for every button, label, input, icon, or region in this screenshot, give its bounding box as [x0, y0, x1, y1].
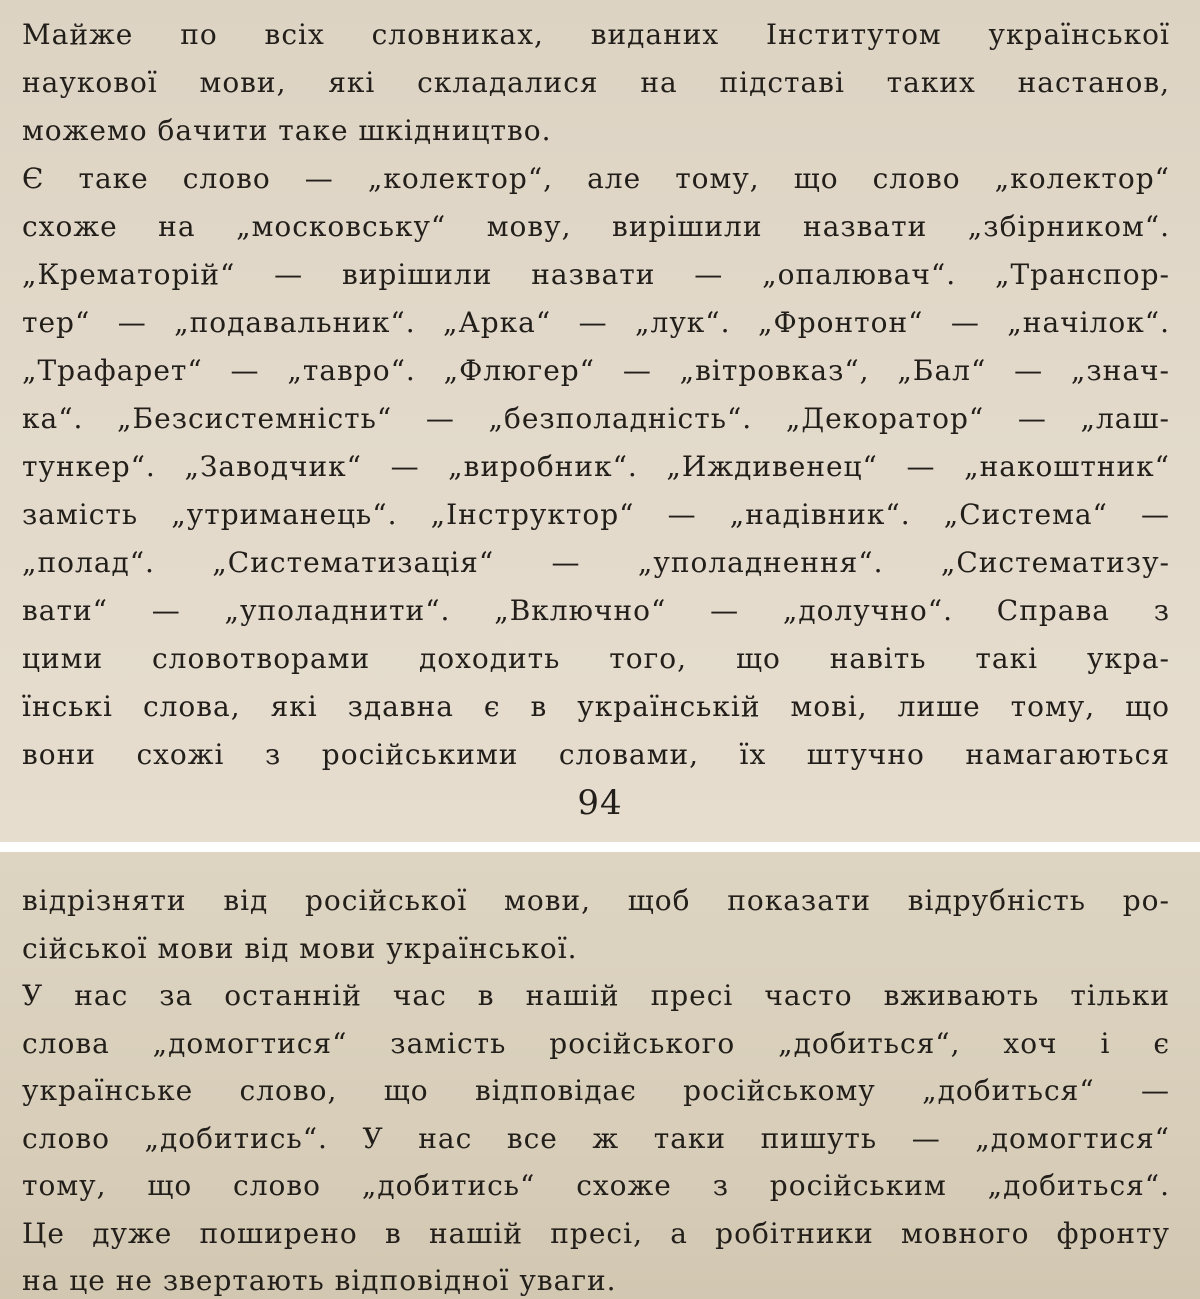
text-line: Це дуже поширено в нашій пресі, а робітники мовного фронту — [22, 1216, 1170, 1250]
text-line: „Трафарет“ — „тавро“. „Флюгер“ — „вітровказ“, „Бал“ — „знач- — [22, 354, 1170, 387]
text-line: ка“. „Безсистемність“ — „безполадність“. „Декоратор“ — „лаш- — [22, 402, 1170, 435]
text-line: тункер“. „Заводчик“ — „виробник“. „Иждивенец“ — „накоштник“ — [22, 450, 1170, 483]
page-number: 94 — [577, 783, 623, 823]
text-line: їнські слова, які здавна є в українській мові, лише тому, що — [22, 690, 1170, 723]
text-line: Майже по всіх словниках, виданих Інститутом української — [22, 18, 1170, 51]
text-line: відрізняти від російської мови, щоб показати відрубність ро- — [22, 884, 1170, 917]
text-line: замість „утриманець“. „Інструктор“ — „надівник“. „Система“ — — [22, 498, 1170, 531]
text-line: Є таке слово — „колектор“, але тому, що слово „колектор“ — [22, 162, 1170, 195]
text-line: слова „домогтися“ замість російського „добиться“, хоч і є — [22, 1026, 1170, 1060]
photo-divider — [0, 842, 1200, 852]
text-line: цими словотворами доходить того, що навіть такі укра- — [22, 642, 1170, 675]
text-line: наукової мови, які складалися на підставі таких настанов, — [22, 66, 1170, 99]
text-line: вони схожі з російськими словами, їх штучно намагаються — [22, 738, 1170, 771]
text-line: тер“ — „подавальник“. „Арка“ — „лук“. „Фронтон“ — „начілок“. — [22, 306, 1170, 339]
page-95-text — [22, 877, 1170, 1299]
text-line: сійської мови від мови української. — [22, 931, 578, 965]
text-line: У нас за останній час в нашій пресі часто вживають тільки — [22, 979, 1170, 1012]
text-line: на це не звертають відповідної уваги. — [22, 1264, 617, 1297]
text-line: тому, що слово „добитись“ схоже з російським „добиться“. — [22, 1169, 1170, 1202]
text-line: українське слово, що відповідає російському „добиться“ — — [22, 1074, 1170, 1107]
text-line: слово „добитись“. У нас все ж таки пишуть — „домогтися“ — [22, 1121, 1170, 1155]
text-line: вати“ — „уполаднити“. „Включно“ — „долучно“. Справа з — [22, 594, 1170, 627]
page-94-text — [22, 11, 1170, 779]
text-line: можемо бачити таке шкідництво. — [22, 114, 552, 147]
text-line: схоже на „московську“ мову, вирішили назвати „збірником“. — [22, 210, 1170, 243]
page-95-photo — [0, 852, 1200, 1299]
text-line: „Крематорій“ — вирішили назвати — „опалювач“. „Транспор- — [22, 258, 1170, 291]
text-line: „полад“. „Систематизація“ — „уполаднення“. „Систематизу- — [22, 546, 1170, 579]
